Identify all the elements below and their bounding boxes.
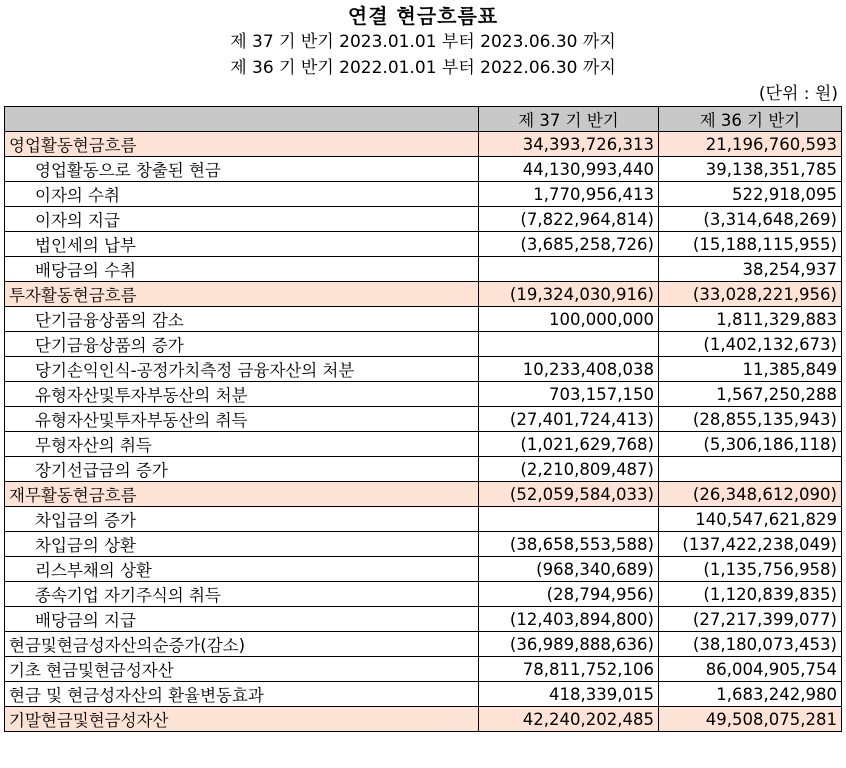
row-value-current: 1,770,956,413	[479, 182, 659, 207]
row-value-prior: (1,402,132,673)	[659, 332, 842, 357]
row-label: 차입금의 증가	[5, 507, 479, 532]
row-value-prior: (1,135,756,958)	[659, 557, 842, 582]
row-value-prior: (3,314,648,269)	[659, 207, 842, 232]
row-value-prior: 86,004,905,754	[659, 657, 842, 682]
table-row	[5, 257, 842, 282]
row-value-current: 78,811,752,106	[479, 657, 659, 682]
table-row	[5, 232, 842, 257]
table-row	[5, 557, 842, 582]
row-label: 기초 현금및현금성자산	[5, 657, 479, 682]
row-label: 이자의 지급	[5, 207, 479, 232]
table-row	[5, 432, 842, 457]
row-value-current: (36,989,888,636)	[479, 632, 659, 657]
row-value-current	[479, 507, 659, 532]
row-label: 법인세의 납부	[5, 232, 479, 257]
table-row	[5, 682, 842, 707]
table-row	[5, 582, 842, 607]
row-value-current: (968,340,689)	[479, 557, 659, 582]
row-value-current: 42,240,202,485	[479, 707, 659, 732]
statement-title: 연결 현금흐름표	[347, 4, 499, 28]
period-prior: 제 36 기 반기 2022.01.01 부터 2022.06.30 까지	[230, 58, 616, 78]
row-value-prior: (33,028,221,956)	[659, 282, 842, 307]
row-label: 배당금의 지급	[5, 607, 479, 632]
row-value-current: (1,021,629,768)	[479, 432, 659, 457]
table-row	[5, 632, 842, 657]
unit-label: (단위 : 원)	[758, 84, 838, 104]
row-value-current: (27,401,724,413)	[479, 407, 659, 432]
row-value-prior: 11,385,849	[659, 357, 842, 382]
row-value-prior: (1,120,839,835)	[659, 582, 842, 607]
row-value-prior: 38,254,937	[659, 257, 842, 282]
row-label: 재무활동현금흐름	[5, 482, 479, 507]
row-label: 무형자산의 취득	[5, 432, 479, 457]
row-value-prior: (137,422,238,049)	[659, 532, 842, 557]
table-body	[5, 132, 842, 732]
row-value-current: (3,685,258,726)	[479, 232, 659, 257]
row-label: 현금및현금성자산의순증가(감소)	[5, 632, 479, 657]
row-label: 단기금융상품의 증가	[5, 332, 479, 357]
row-value-current: (19,324,030,916)	[479, 282, 659, 307]
row-label: 당기손익인식-공정가치측정 금융자산의 처분	[5, 357, 479, 382]
table-row	[5, 482, 842, 507]
row-value-prior: (26,348,612,090)	[659, 482, 842, 507]
statement-header	[0, 0, 846, 81]
row-label: 유형자산및투자부동산의 처분	[5, 382, 479, 407]
row-value-prior: 49,508,075,281	[659, 707, 842, 732]
row-value-current: (28,794,956)	[479, 582, 659, 607]
row-label: 단기금융상품의 감소	[5, 307, 479, 332]
header-label	[5, 107, 479, 132]
row-value-current: 418,339,015	[479, 682, 659, 707]
table-row	[5, 382, 842, 407]
header-current-period: 제 37 기 반기	[479, 107, 659, 132]
row-value-current	[479, 332, 659, 357]
table-row	[5, 132, 842, 157]
row-label: 차입금의 상환	[5, 532, 479, 557]
row-value-current: (52,059,584,033)	[479, 482, 659, 507]
row-value-current: (38,658,553,588)	[479, 532, 659, 557]
row-value-prior: (38,180,073,453)	[659, 632, 842, 657]
row-value-current: 703,157,150	[479, 382, 659, 407]
row-value-prior: (15,188,115,955)	[659, 232, 842, 257]
row-label: 영업활동현금흐름	[5, 132, 479, 157]
row-value-prior: 1,811,329,883	[659, 307, 842, 332]
table-row	[5, 282, 842, 307]
row-label: 장기선급금의 증가	[5, 457, 479, 482]
row-value-prior: 21,196,760,593	[659, 132, 842, 157]
row-value-prior: (27,217,399,077)	[659, 607, 842, 632]
row-value-prior: (28,855,135,943)	[659, 407, 842, 432]
row-value-current: (2,210,809,487)	[479, 457, 659, 482]
header-prior-period: 제 36 기 반기	[659, 107, 842, 132]
row-value-prior: 140,547,621,829	[659, 507, 842, 532]
table-row	[5, 182, 842, 207]
table-row	[5, 507, 842, 532]
table-row	[5, 707, 842, 732]
row-value-prior: (5,306,186,118)	[659, 432, 842, 457]
row-value-current	[479, 257, 659, 282]
row-label: 투자활동현금흐름	[5, 282, 479, 307]
table-row	[5, 607, 842, 632]
row-value-current: (7,822,964,814)	[479, 207, 659, 232]
table-row	[5, 332, 842, 357]
row-label: 리스부채의 상환	[5, 557, 479, 582]
row-label: 종속기업 자기주식의 취득	[5, 582, 479, 607]
table-row	[5, 657, 842, 682]
table-row	[5, 457, 842, 482]
row-label: 현금 및 현금성자산의 환율변동효과	[5, 682, 479, 707]
row-value-prior	[659, 457, 842, 482]
row-value-current: (12,403,894,800)	[479, 607, 659, 632]
header-row	[5, 107, 842, 132]
row-label: 기말현금및현금성자산	[5, 707, 479, 732]
table-row	[5, 157, 842, 182]
row-value-current: 34,393,726,313	[479, 132, 659, 157]
row-label: 영업활동으로 창출된 현금	[5, 157, 479, 182]
table-row	[5, 407, 842, 432]
table-row	[5, 307, 842, 332]
period-current: 제 37 기 반기 2023.01.01 부터 2023.06.30 까지	[230, 32, 616, 52]
table-row	[5, 357, 842, 382]
row-value-prior: 522,918,095	[659, 182, 842, 207]
row-value-prior: 39,138,351,785	[659, 157, 842, 182]
row-value-current: 44,130,993,440	[479, 157, 659, 182]
row-value-current: 100,000,000	[479, 307, 659, 332]
table-row	[5, 207, 842, 232]
row-value-current: 10,233,408,038	[479, 357, 659, 382]
row-value-prior: 1,567,250,288	[659, 382, 842, 407]
row-label: 배당금의 수취	[5, 257, 479, 282]
row-label: 유형자산및투자부동산의 취득	[5, 407, 479, 432]
row-label: 이자의 수취	[5, 182, 479, 207]
table-row	[5, 532, 842, 557]
row-value-prior: 1,683,242,980	[659, 682, 842, 707]
cash-flow-table	[4, 106, 842, 732]
